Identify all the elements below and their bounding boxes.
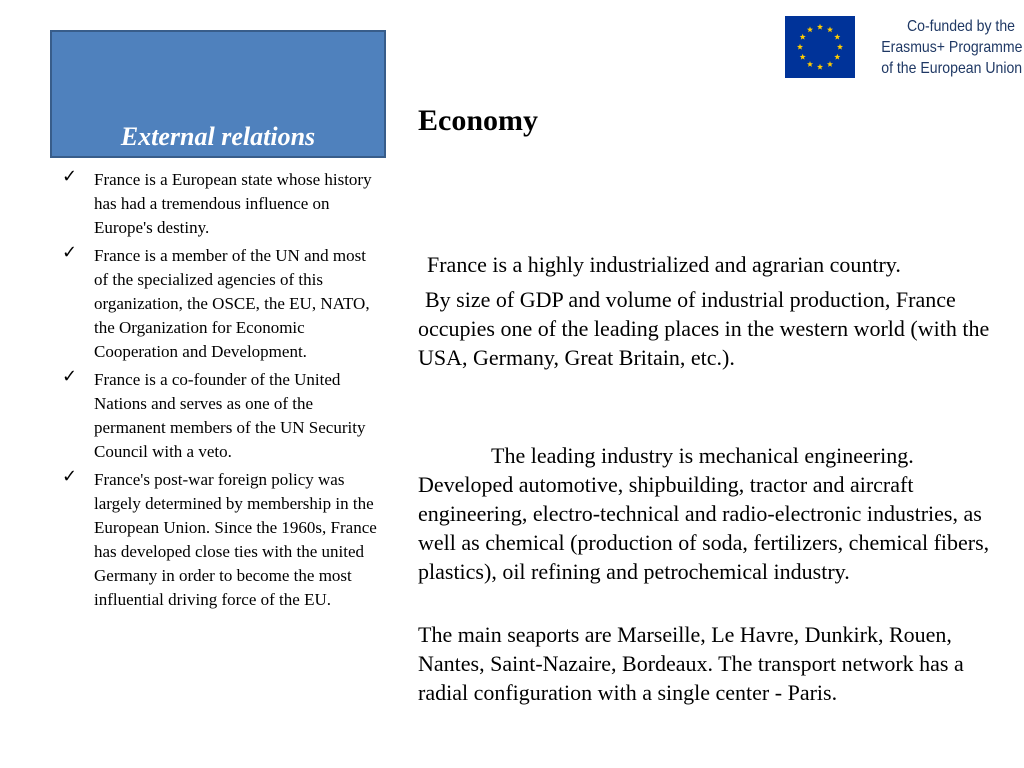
star-icon xyxy=(797,44,803,50)
list-item xyxy=(62,244,380,364)
bullet-text: France is a European state whose history has had a tremendous influence on Europe's destiny. xyxy=(94,170,372,237)
star-icon xyxy=(807,26,813,32)
logo-line: Erasmus+ Programme xyxy=(881,39,1023,56)
economy-paragraph: The main seaports are Marseille, Le Havre, Dunkirk, Rouen, Nantes, Saint-Nazaire, Bordeaux. The transport network has a radial configuration with a single center - Paris. xyxy=(418,622,964,705)
list-item xyxy=(62,368,380,464)
economy-paragraph xyxy=(418,250,998,279)
eu-flag-icon xyxy=(785,16,855,78)
check-icon: ✓ xyxy=(62,466,78,487)
paragraph-text: France is a highly industrialized and agrarian country. xyxy=(427,252,901,277)
section-header-box xyxy=(50,30,386,158)
list-item xyxy=(62,468,380,612)
economy-paragraph: The leading industry is mechanical engineering. Developed automotive, shipbuilding, tractor and aircraft engineering, electro-technical and radio-electronic industries, as well as chemical (production of soda, fertilizers, chemical fibers, plastics), oil refining and petrochemical industry. xyxy=(418,443,990,584)
logo-line: of the European Union xyxy=(881,60,1023,77)
list-item xyxy=(62,168,380,240)
section-title: External relations xyxy=(120,122,316,151)
star-icon xyxy=(827,26,833,32)
logo-line: Co-funded by the xyxy=(906,18,1015,35)
economy-title: Economy xyxy=(418,104,538,137)
logo-caption xyxy=(881,16,1023,79)
paragraph-text: By size of GDP and volume of industrial production, France occupies one of the leading places in the western world (with the USA, Germany, Great Britain, etc.). xyxy=(418,287,990,370)
star-icon xyxy=(807,61,813,67)
star-icon xyxy=(837,44,843,50)
erasmus-logo xyxy=(785,16,1023,80)
star-icon xyxy=(817,24,823,30)
star-icon xyxy=(834,54,840,60)
check-icon: ✓ xyxy=(62,366,78,387)
star-icon xyxy=(800,34,806,40)
eu-flag-stars xyxy=(785,16,855,78)
bullet-text: France is a member of the UN and most of the specialized agencies of this organization, the OSCE, the EU, NATO, the Organization for Economic Cooperation and Development. xyxy=(94,246,370,361)
economy-paragraph xyxy=(418,285,998,372)
check-icon: ✓ xyxy=(62,242,78,263)
star-icon xyxy=(827,61,833,67)
star-icon xyxy=(817,64,823,70)
star-icon xyxy=(834,34,840,40)
bullet-text: France is a co-founder of the United Nations and serves as one of the permanent members of the UN Security Council with a veto. xyxy=(94,370,366,461)
check-icon: ✓ xyxy=(62,166,78,187)
bullet-list xyxy=(62,168,380,616)
star-icon xyxy=(800,54,806,60)
bullet-text: France's post-war foreign policy was largely determined by membership in the European Union. Since the 1960s, France has developed close ties with the united Germany in order to become the most influential driving force of the EU. xyxy=(94,470,377,609)
